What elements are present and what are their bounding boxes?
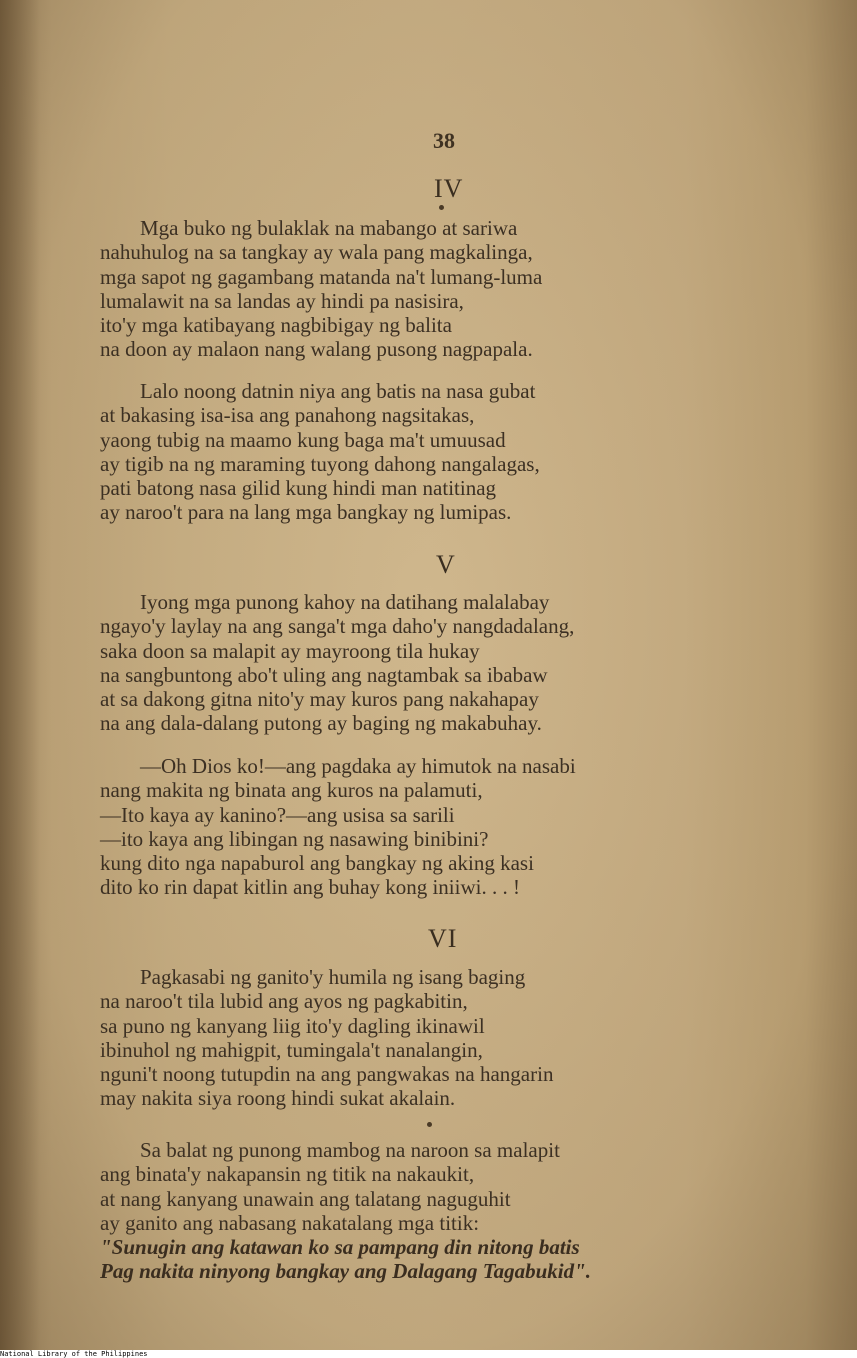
verse-line: at nang kanyang unawain ang talatang naguguhit [100,1186,511,1211]
source-footer: National Library of the Philippines [0,1350,148,1358]
verse-line: yaong tubig na maamo kung baga ma't umuusad [100,427,506,452]
verse-line: at sa dakong gitna nito'y may kuros pang nakahapay [100,687,539,712]
verse-line: Sa balat ng punong mambog na naroon sa malapit [140,1138,560,1162]
stanza-iv-1 [100,216,820,362]
verse-line-quote: Pag nakita ninyong bangkay ang Dalagang Tagabukid". [100,1259,592,1284]
verse-line: nguni't noong tutupdin na ang pangwakas na hangarin [100,1062,554,1087]
verse-line: Lalo noong datnin niya ang batis na nasa gubat [140,379,536,403]
verse-line: na doon ay malaon nang walang pusong nagpapala. [100,337,533,362]
verse-line: ibinuhol ng mahigpit, tumingala't nanalangin, [100,1037,483,1062]
verse-line: na ang dala-dalang putong ay baging ng makabuhay. [100,711,542,736]
verse-line: ito'y mga katibayang nagbibigay ng balita [100,313,452,338]
section-heading-vi: VI [428,924,458,953]
verse-line: may nakita siya roong hindi sukat akalain. [100,1086,456,1111]
verse-line: ay ganito ang nabasang nakatalang mga titik: [100,1210,480,1235]
verse-line: na naroo't tila lubid ang ayos ng pagkabitin, [100,989,468,1014]
stanza-v-1 [100,590,820,736]
verse-line: ang binata'y nakapansin ng titik na nakaukit, [100,1162,475,1187]
ink-speck [427,1122,432,1127]
verse-line: sa puno ng kanyang liig ito'y dagling ikinawil [100,1013,485,1038]
verse-line: saka doon sa malapit ay mayroong tila hukay [100,638,480,663]
ink-speck [439,205,444,210]
section-heading-iv: IV [434,174,464,203]
verse-line: at bakasing isa-isa ang panahong nagsitakas, [100,403,475,428]
verse-line: —ito kaya ang libingan ng nasawing binibini? [100,826,489,851]
verse-line: pati batong nasa gilid kung hindi man natitinag [100,476,497,501]
stanza-vi-1 [100,965,820,1111]
verse-line: ngayo'y laylay na ang sanga't mga daho'y nangdadalang, [100,614,575,639]
section-heading-v: V [436,550,456,579]
verse-line: Pagkasabi ng ganito'y humila ng isang baging [140,965,526,989]
verse-line: ay tigib na ng maraming tuyong dahong nangalagas, [100,451,540,476]
verse-line: ay naroo't para na lang mga bangkay ng lumipas. [100,500,512,525]
verse-line: lumalawit na sa landas ay hindi pa nasisira, [100,288,464,313]
verse-line: kung dito nga napaburol ang bangkay ng aking kasi [100,851,534,876]
verse-line: Iyong mga punong kahoy na datihang malalabay [140,590,550,614]
verse-line: Mga buko ng bulaklak na mabango at sariwa [140,216,518,240]
stanza-v-2 [100,754,820,900]
verse-line: nahuhulog na sa tangkay ay wala pang magkalinga, [100,240,533,265]
stanza-iv-2 [100,379,820,525]
stanza-vi-2 [100,1138,820,1284]
verse-line: mga sapot ng gagambang matanda na't lumang-luma [100,264,543,289]
verse-line-quote: "Sunugin ang katawan ko sa pampang din nitong batis [100,1235,580,1260]
verse-line: —Ito kaya ay kanino?—ang usisa sa sarili [100,802,455,827]
page-number: 38 [433,128,455,153]
verse-line: dito ko rin dapat kitlin ang buhay kong iniiwi. . . ! [100,875,520,900]
verse-line: na sangbuntong abo't uling ang nagtambak sa ibabaw [100,662,548,687]
verse-line: nang makita ng binata ang kuros na palamuti, [100,778,483,803]
verse-line: —Oh Dios ko!—ang pagdaka ay himutok na nasabi [140,754,576,778]
